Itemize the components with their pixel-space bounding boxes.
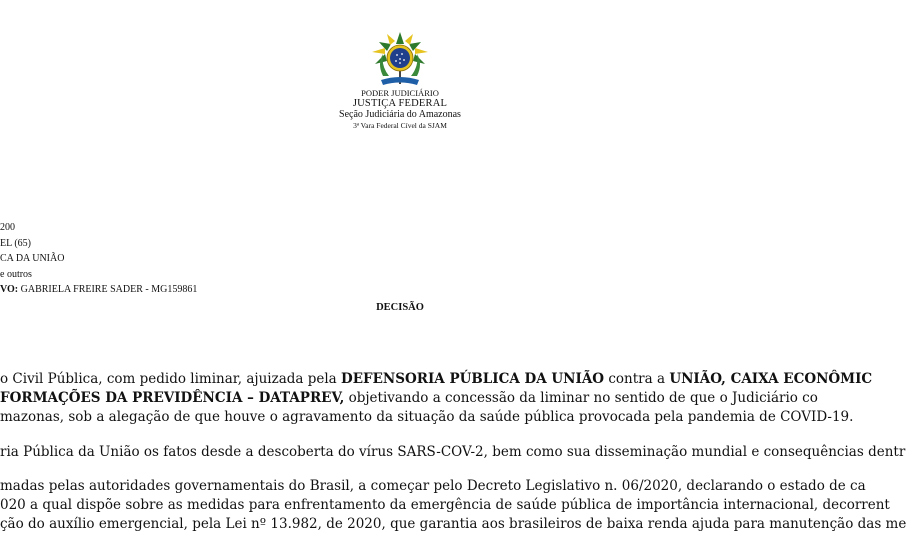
meta-row-class: EL (65) (0, 237, 32, 249)
header-line-vara: 3ª Vara Federal Cível da SJAM (353, 121, 447, 130)
body-line: 020 a qual dispõe sobre as medidas para enfrentamento da emergência de saúde pública de importância internacional, decorrent (0, 497, 890, 514)
document-header (0, 30, 800, 130)
header-line-secao-judiciaria: Seção Judiciária do Amazonas (339, 109, 461, 120)
meta-row-attorney (0, 282, 330, 298)
decision-body (0, 370, 906, 534)
body-line (0, 370, 873, 389)
body-bold-defensoria: DEFENSORIA PÚBLICA DA UNIÃO (341, 371, 605, 387)
paragraph-gap (0, 428, 800, 443)
coat-of-arms-icon (369, 30, 431, 88)
body-bold-dataprev: FORMAÇÕES DA PREVIDÊNCIA – DATAPREV, (0, 390, 345, 407)
process-metadata (0, 220, 330, 298)
body-bold-uniao-caixa: UNIÃO, CAIXA ECONÔMIC (669, 371, 873, 387)
body-line: madas pelas autoridades governamentais do Brasil, a começar pelo Decreto Legislativo n. 06/2020, declarando o estado de ca (0, 477, 866, 494)
document-title: DECISÃO (376, 302, 424, 313)
body-text-segment: contra a (604, 371, 670, 387)
paragraph-gap (0, 462, 800, 477)
body-line: mazonas, sob a alegação de que houve o agravamento da situação da saúde pública provocada pela pandemia de COVID-19. (0, 409, 854, 426)
header-line-justica-federal: JUSTIÇA FEDERAL (352, 97, 448, 109)
meta-row-attorney-label: VO: (0, 284, 19, 295)
header-line-poder-judiciario: PODER JUDICIÁRIO (361, 88, 439, 98)
body-text-segment: o Civil Pública, com pedido liminar, ajuizada pela (0, 371, 342, 387)
meta-row-defendants: e outros (0, 268, 32, 280)
body-line (0, 389, 818, 408)
body-line: ção do auxílio emergencial, pela Lei nº 13.982, de 2020, que garantia aos brasileiros de baixa renda ajuda para manutenção das me (0, 516, 906, 533)
meta-row-attorney-value: GABRIELA FREIRE SADER - MG159861 (18, 284, 198, 295)
meta-row-plaintiff: CA DA UNIÃO (0, 253, 65, 264)
body-line: ria Pública da União os fatos desde a descoberta do vírus SARS-COV-2, bem como sua disseminação mundial e consequências dentr (0, 443, 906, 460)
body-text-segment: objetivando a concessão da liminar no sentido de que o Judiciário co (344, 390, 818, 407)
meta-row-process-number: 200 (0, 222, 15, 233)
